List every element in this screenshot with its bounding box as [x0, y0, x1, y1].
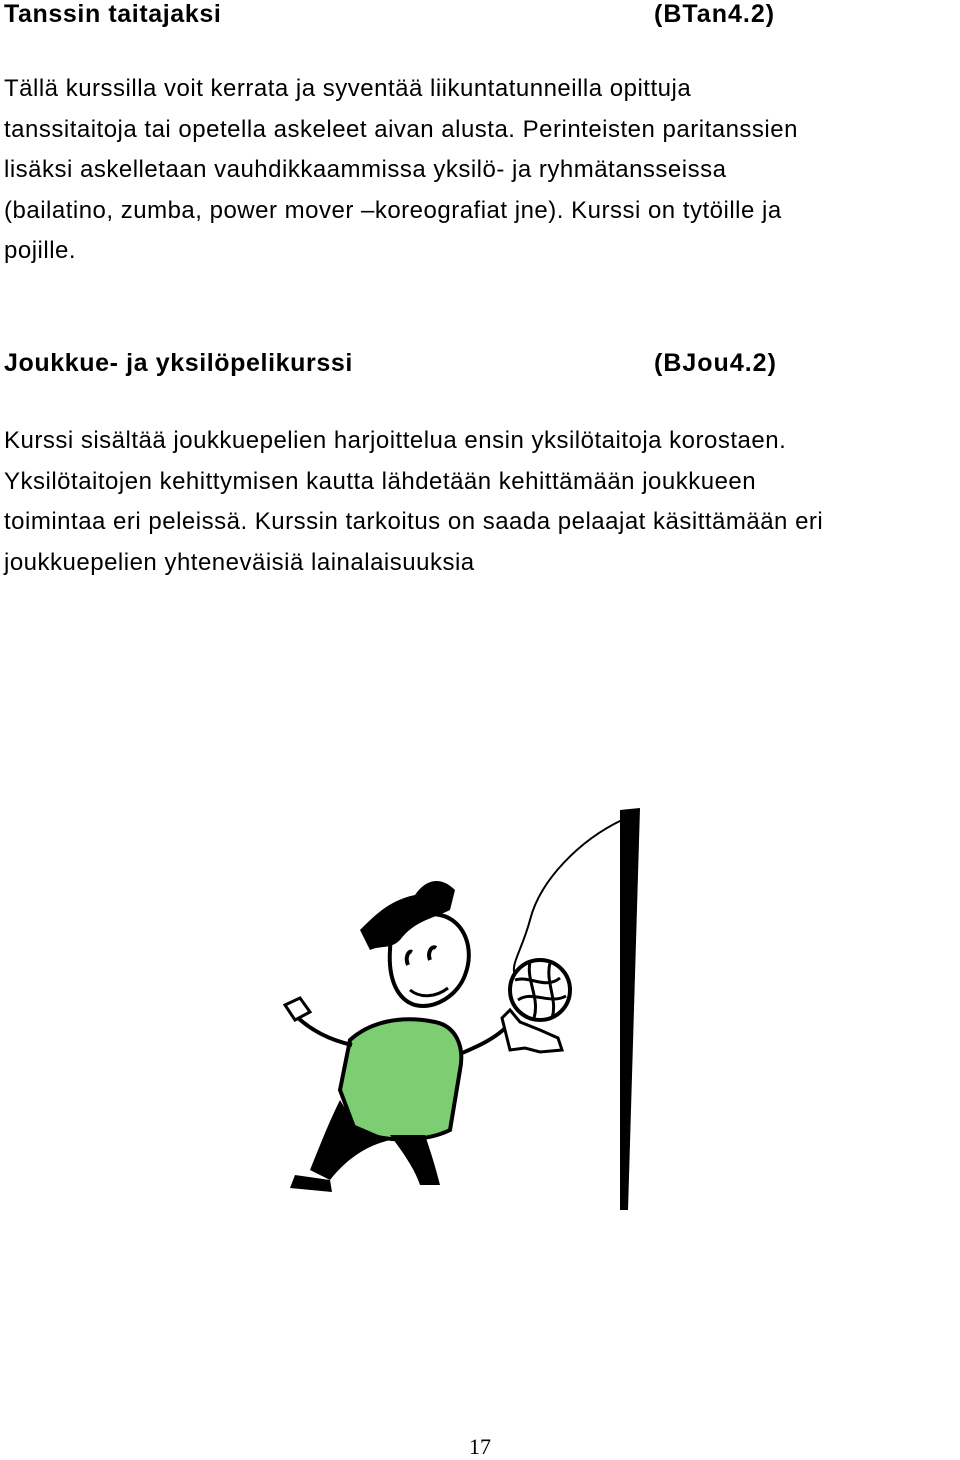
course-code: (BJou4.2): [654, 349, 777, 377]
ball: [510, 960, 570, 1020]
netball-player-icon: [240, 800, 660, 1225]
text-line: Yksilötaitojen kehittymisen kautta lähdetään kehittämään joukkueen: [4, 467, 757, 495]
section-tanssin-taitajaksi: [4, 0, 956, 272]
text-line: Tällä kurssilla voit kerrata ja syventää liikuntatunneilla opittuja: [4, 75, 692, 102]
section-description: [4, 69, 956, 272]
section-title: Tanssin taitajaksi: [4, 0, 222, 28]
page-number: 17: [469, 1434, 491, 1459]
section-joukkue-ja-yksilopelikurssi: [4, 349, 956, 583]
text-line: joukkuepelien yhteneväisiä lainalaisuuksia: [4, 548, 475, 576]
text-line: pojille.: [4, 237, 77, 264]
section-heading: [4, 0, 956, 36]
text-line: toimintaa eri peleissä. Kurssin tarkoitus on saada pelaajat käsittämään eri: [4, 508, 824, 535]
text-line: lisäksi askelletaan vauhdikkaammissa yksilö- ja ryhmätansseissa: [4, 156, 727, 183]
text-line: tanssitaitoja tai opetella askeleet aivan alusta. Perinteisten paritanssien: [4, 115, 798, 143]
text-line: Kurssi sisältää joukkuepelien harjoittelua ensin yksilötaitoja korostaen.: [4, 427, 787, 454]
section-title: Joukkue- ja yksilöpelikurssi: [4, 349, 353, 377]
section-heading: [4, 349, 956, 385]
course-code: (BTan4.2): [654, 0, 776, 28]
text-line: (bailatino, zumba, power mover –koreografiat jne). Kurssi on tytöille ja: [4, 196, 782, 224]
section-description: [4, 421, 956, 583]
